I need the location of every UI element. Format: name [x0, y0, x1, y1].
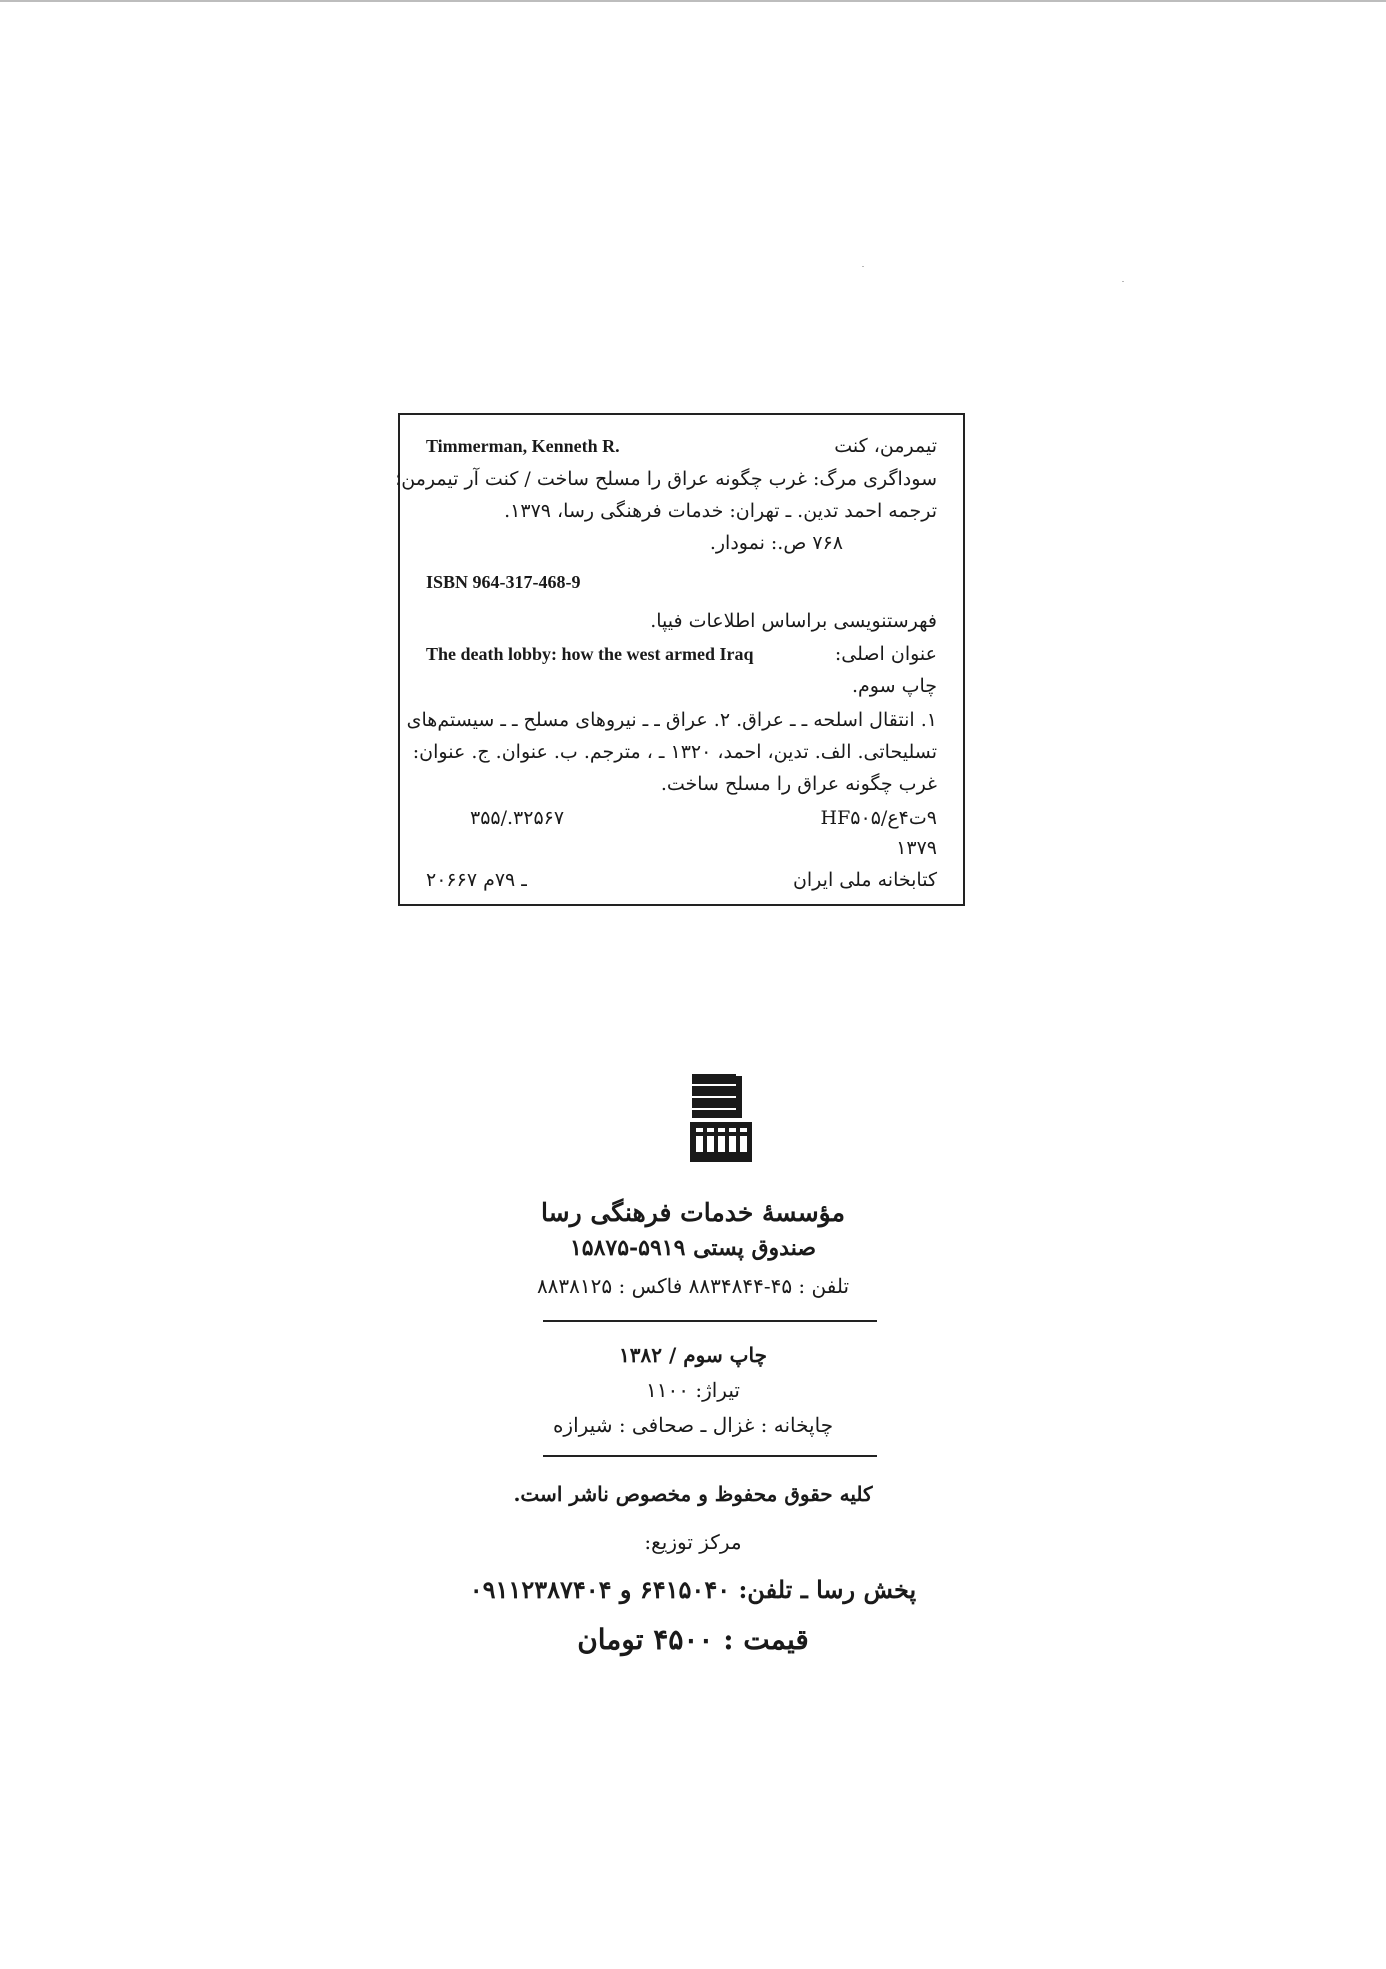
- author-persian: تیمرمن، کنت: [834, 435, 937, 457]
- original-title-label: عنوان اصلی:: [834, 643, 937, 665]
- print-edition: چاپ سوم / ۱۳۸۲: [619, 1343, 767, 1367]
- card-subjects-line-1: ۱. انتقال اسلحه ـ ـ عراق. ۲. عراق ـ ـ نیروهای مسلح ـ ـ سیستم‌های: [406, 709, 937, 731]
- call-year: ۱۳۷۹: [896, 837, 937, 859]
- printer-info: چاپخانه : غزال ـ صحافی : شیرازه: [552, 1413, 834, 1437]
- books-stack-logo-icon: [688, 1072, 758, 1168]
- rights-notice: کلیه حقوق محفوظ و مخصوص ناشر است.: [513, 1482, 873, 1506]
- card-publication-line: ترجمه احمد تدین. ـ تهران: خدمات فرهنگی رسا، ۱۳۷۹.: [504, 500, 937, 522]
- card-subjects-line-2: تسلیحاتی. الف. تدین، احمد، ۱۳۲۰ ـ ، مترجم. ب. عنوان. ج. عنوان:: [412, 741, 937, 763]
- scan-speck: [1122, 281, 1124, 282]
- library-number: ۲۰۶۶۷ ـ ۷۹م: [426, 869, 527, 891]
- call-number: ۹ت۴ع/HF۵۰۵: [820, 807, 937, 829]
- card-row-author: [426, 431, 937, 461]
- publisher-po-box: صندوق پستی ۵۹۱۹-۱۵۸۷۵: [569, 1235, 817, 1261]
- publisher-name: مؤسسهٔ خدمات فرهنگی رسا: [541, 1198, 845, 1227]
- publisher-contact: تلفن : ۴۵-۸۸۳۴۸۴۴ فاکس : ۸۸۳۸۱۲۵: [536, 1274, 850, 1298]
- distribution-line: پخش رسا ـ تلفن: ۶۴۱۵۰۴۰ و ۰۹۱۱۲۳۸۷۴۰۴: [469, 1575, 917, 1604]
- card-pages-line: ۷۶۸ ص.: نمودار.: [709, 532, 843, 554]
- card-edition: چاپ سوم.: [852, 675, 937, 697]
- original-title: The death lobby: how the west armed Iraq: [426, 644, 754, 664]
- library-name: کتابخانه ملی ایران: [792, 869, 937, 891]
- card-isbn: ISBN 964-317-468-9: [426, 572, 581, 592]
- card-title-line: سوداگری مرگ: غرب چگونه عراق را مسلح ساخت / کنت آر تیمرمن؛: [395, 468, 937, 490]
- dewey-number: ۳۵۵/.۳۲۵۶۷: [470, 807, 565, 829]
- card-classification-row: [426, 803, 937, 833]
- card-fipa-note: فهرستنویسی براساس اطلاعات فیپا.: [650, 610, 937, 632]
- distribution-label: مرکز توزیع:: [644, 1530, 742, 1554]
- card-subjects-line-3: غرب چگونه عراق را مسلح ساخت.: [660, 773, 937, 795]
- cataloging-card: [395, 413, 965, 906]
- scan-edge-line: [0, 0, 1386, 2]
- author-latin: Timmerman, Kenneth R.: [426, 436, 620, 456]
- scan-speck: [862, 266, 864, 267]
- card-original-title-row: [426, 639, 937, 669]
- card-library-row: [426, 865, 937, 895]
- divider-rule: [543, 1455, 877, 1457]
- divider-rule: [543, 1320, 877, 1322]
- print-circulation: تیراژ: ۱۱۰۰: [646, 1378, 740, 1402]
- price: قیمت : ۴۵۰۰ تومان: [577, 1623, 809, 1656]
